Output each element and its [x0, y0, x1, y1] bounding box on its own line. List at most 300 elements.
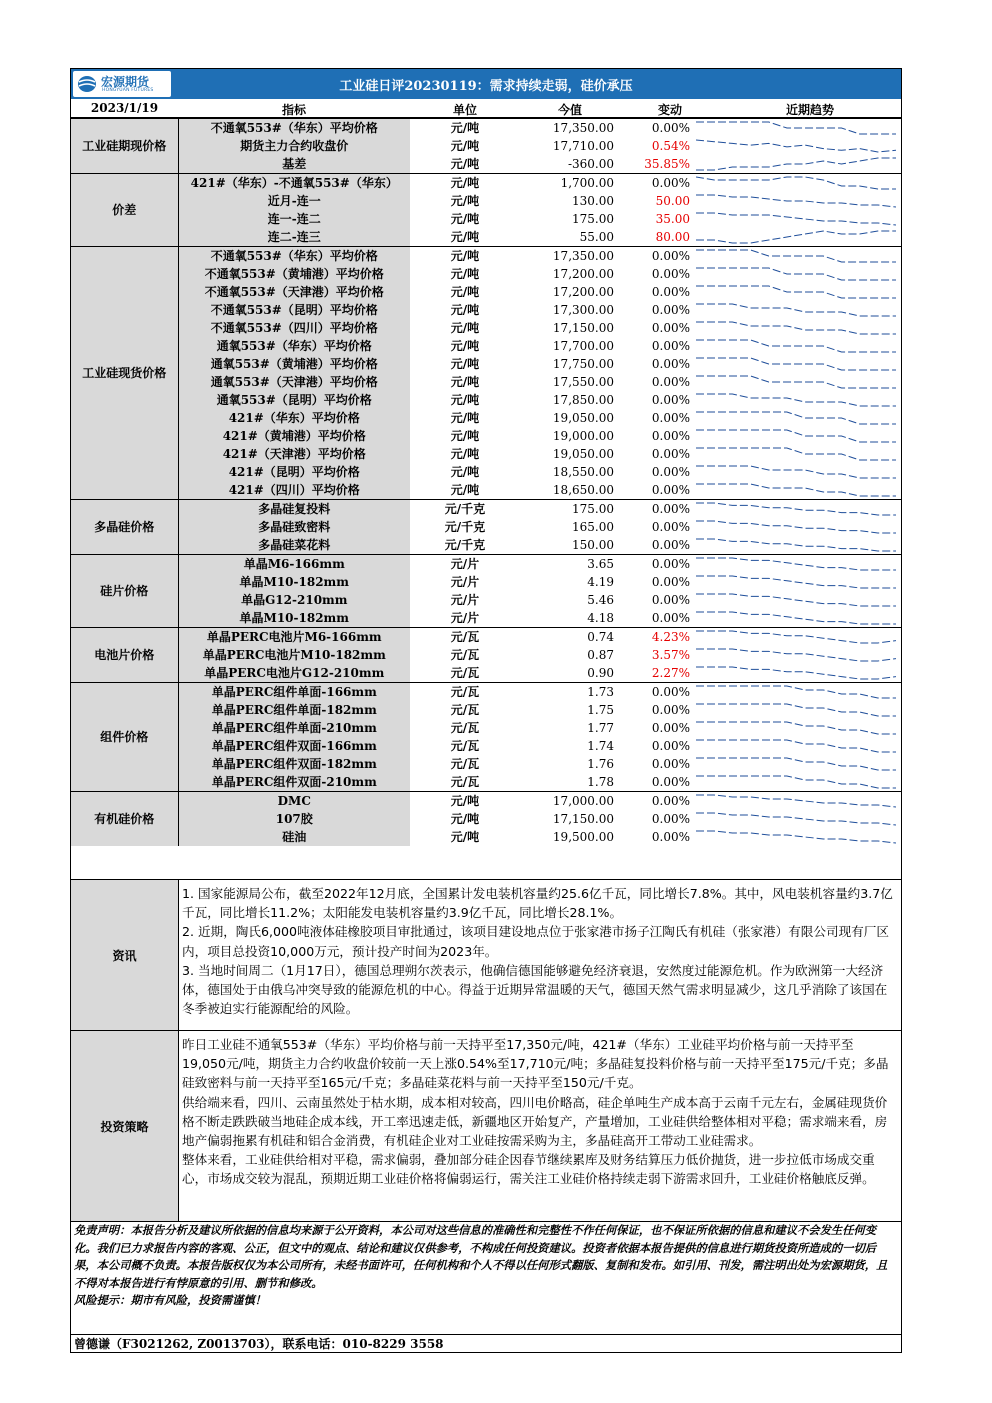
- trend-cell: [692, 373, 901, 391]
- table-row: [71, 373, 901, 391]
- sparkline-path: [696, 649, 896, 661]
- sparkline-path: [696, 686, 896, 698]
- trend-cell: [692, 174, 901, 193]
- unit-cell: 元/吨: [450, 375, 480, 389]
- col-change-header: 变动: [657, 103, 682, 117]
- category-label: 多晶硅价格: [71, 500, 178, 555]
- table-row: [71, 210, 901, 228]
- change-cell: 0.00%: [651, 447, 690, 461]
- indicator-name: 不通氧553#（天津港）平均价格: [178, 283, 410, 301]
- trend-cell: [692, 265, 901, 283]
- sparkline-path: [696, 466, 896, 478]
- logo-brand-en: HONGYUAN FUTURES: [102, 88, 154, 93]
- sparkline-path: [696, 576, 896, 588]
- unit-cell: 元/吨: [410, 247, 520, 266]
- table-row: [71, 810, 901, 828]
- value-cell: 175.00: [572, 212, 614, 226]
- table-row: [71, 192, 901, 210]
- unit-cell: 元/吨: [410, 174, 520, 193]
- sparkline-path: [696, 740, 896, 752]
- sparkline: [696, 684, 896, 700]
- indicator-name: 107胶: [178, 810, 410, 828]
- sparkline-path: [696, 704, 896, 716]
- news-paragraph: 3. 当地时间周二（1月17日），德国总理朔尔茨表示，他确信德国能够避免经济衰退，安然度过能源危机。作为欧洲第一大经济体，德国处于由俄乌冲突导致的能源危机的中心。得益于近期异常温暖的天气，德国天然气需求明显减少，这几乎消除了该国在冬季被迫实行能源配给的风险。: [182, 962, 888, 1017]
- disclaimer-text: 免责声明：本报告分析及建议所依据的信息均来源于公开资料，本公司对这些信息的准确性和完整性不作任何保证，也不保证所依据的信息和建议不会发生任何变化。我们已力求报告内容的客观、公正，但文中的观点、结论和建议仅供参考，不构成任何投资建议。投资者依据本报告提供的信息进行期货投资所造成的一切后果，本公司概不负责。本报告版权仅为本公司所有，未经书面许可，任何机构和个人不得以任何形式翻版、复制和发布。如引用、刊发，需注明出处为宏源期货，且不得对本报告进行有悖原意的引用、删节和修改。: [74, 1223, 888, 1290]
- strategy-paragraph: 整体来看，工业硅供给相对平稳，需求偏弱，叠加部分硅企因春节继续累库及财务结算压力低价抛货，进一步拉低市场成交重心，市场成交较为混乱，预期近期工业硅价格将偏弱运行，需关注工业硅价格持续走弱下游需求回升，工业硅价格触底反弹。: [182, 1152, 875, 1187]
- trend-cell: [692, 481, 901, 500]
- indicator-name: 421#（华东）-不通氧553#（华东）: [178, 174, 410, 193]
- value-cell: 18,650.00: [552, 483, 614, 497]
- table-row: [71, 573, 901, 591]
- table-row: [71, 701, 901, 719]
- sparkline-path: [696, 484, 896, 496]
- change-cell: 0.00%: [651, 611, 690, 625]
- trend-cell: [692, 536, 901, 555]
- unit-cell: 元/吨: [450, 321, 480, 335]
- change-cell: 35.85%: [644, 157, 690, 171]
- col-indicator-header: 指标: [281, 103, 306, 117]
- sparkline-path: [696, 140, 896, 152]
- value-cell: 17,300.00: [552, 303, 614, 317]
- table-row: [71, 719, 901, 737]
- sparkline-path: [696, 594, 896, 606]
- value-cell: 17,850.00: [552, 393, 614, 407]
- report-date: 2023/1/19: [90, 101, 159, 115]
- col-unit-header: 单位: [452, 103, 477, 117]
- sparkline: [696, 647, 896, 663]
- strategy-paragraph: 昨日工业硅不通氧553#（华东）平均价格与前一天持平至17,350元/吨，421#（华东）工业硅平均价格与前一天持平至19,050元/吨，期货主力合约收盘价较前一天上涨0.54%至17,710元/吨；多晶硅复投料价格与前一天持平至175元/千克；多晶硅致密料与前一天持平至165元/千克；多晶硅菜花料与前一天持平至150元/千克。: [182, 1037, 889, 1091]
- indicator-name: 421#（四川）平均价格: [178, 481, 410, 500]
- trend-cell: [692, 810, 901, 828]
- change-cell: 0.00%: [651, 575, 690, 589]
- unit-cell: 元/吨: [450, 483, 480, 497]
- change-cell: 0.00%: [651, 375, 690, 389]
- sparkline-path: [696, 776, 896, 788]
- indicator-name: 单晶M6-166mm: [178, 555, 410, 574]
- category-label: 工业硅期现价格: [71, 119, 178, 174]
- table-row: [71, 683, 901, 702]
- sparkline: [696, 392, 896, 408]
- trend-cell: [692, 409, 901, 427]
- table-row: [71, 536, 901, 555]
- indicator-name: 近月-连一: [178, 192, 410, 210]
- change-cell: 0.00%: [651, 267, 690, 281]
- indicator-name: 连一-连二: [178, 210, 410, 228]
- title-bar: [71, 69, 901, 99]
- change-cell: 4.23%: [620, 628, 692, 647]
- sparkline: [696, 811, 896, 827]
- sparkline: [696, 738, 896, 754]
- sparkline-path: [696, 231, 896, 243]
- report-title: 工业硅日评20230119：需求持续走弱，硅价承压: [339, 79, 633, 94]
- indicator-name: 不通氧553#（黄埔港）平均价格: [178, 265, 410, 283]
- trend-cell: [692, 701, 901, 719]
- unit-cell: 元/吨: [450, 429, 480, 443]
- sparkline: [696, 138, 896, 154]
- table-row: [71, 609, 901, 628]
- change-cell: 0.00%: [651, 775, 690, 789]
- trend-cell: [692, 628, 901, 647]
- sparkline-path: [696, 722, 896, 734]
- change-cell: 0.00%: [651, 483, 690, 497]
- change-cell: 0.00%: [651, 739, 690, 753]
- change-cell: 0.54%: [651, 139, 690, 153]
- sparkline: [696, 592, 896, 608]
- strategy-section: [71, 1030, 901, 1222]
- change-cell: 0.00%: [651, 812, 690, 826]
- sparkline-path: [696, 612, 896, 624]
- unit-cell: 元/吨: [450, 393, 480, 407]
- sparkline-path: [696, 631, 896, 643]
- sparkline: [696, 665, 896, 681]
- change-cell: 80.00: [655, 230, 690, 244]
- unit-cell: 元/瓦: [450, 648, 480, 662]
- change-cell: 0.00%: [620, 555, 692, 574]
- sparkline-path: [696, 430, 896, 442]
- table-row: [71, 773, 901, 792]
- sparkline-path: [696, 358, 896, 370]
- value-cell: 165.00: [572, 520, 614, 534]
- change-cell: 0.00%: [651, 285, 690, 299]
- indicator-name: 单晶PERC组件双面-166mm: [178, 737, 410, 755]
- sparkline-path: [696, 758, 896, 770]
- change-cell: 0.00%: [651, 721, 690, 735]
- sparkline: [696, 501, 896, 517]
- indicator-name: 单晶M10-182mm: [178, 609, 410, 628]
- table-row: [71, 628, 901, 647]
- sparkline-path: [696, 268, 896, 280]
- indicator-name: 基差: [178, 155, 410, 174]
- change-cell: 0.00%: [651, 703, 690, 717]
- unit-cell: 元/吨: [450, 230, 480, 244]
- indicator-name: 不通氧553#（四川）平均价格: [178, 319, 410, 337]
- sparkline-path: [696, 795, 896, 807]
- change-cell: 0.00%: [651, 830, 690, 844]
- indicator-name: 连二-连三: [178, 228, 410, 247]
- value-cell: 1.74: [587, 739, 614, 753]
- trend-cell: [692, 137, 901, 155]
- news-paragraph: 1. 国家能源局公布，截至2022年12月底，全国累计发电装机容量约25.6亿千瓦，同比增长7.8%。其中，风电装机容量约3.7亿千瓦，同比增长11.2%；太阳能发电装机容量约3.9亿千瓦，同比增长28.1%。: [182, 886, 893, 921]
- category-label: 工业硅现货价格: [71, 247, 178, 500]
- indicator-name: 通氧553#（昆明）平均价格: [178, 391, 410, 409]
- trend-cell: [692, 283, 901, 301]
- table-row: [71, 155, 901, 174]
- trend-cell: [692, 355, 901, 373]
- table-row: [71, 555, 901, 574]
- sparkline: [696, 537, 896, 553]
- indicator-name: 单晶PERC组件单面-182mm: [178, 701, 410, 719]
- sparkline: [696, 266, 896, 282]
- sparkline-path: [696, 448, 896, 460]
- table-row: [71, 828, 901, 846]
- trend-cell: [692, 247, 901, 266]
- indicator-name: 硅油: [178, 828, 410, 846]
- unit-cell: 元/瓦: [450, 739, 480, 753]
- value-cell: 17,200.00: [552, 285, 614, 299]
- sparkline: [696, 610, 896, 626]
- news-body: [182, 884, 897, 1018]
- table-row: [71, 445, 901, 463]
- table-row: [71, 319, 901, 337]
- change-cell: 0.00%: [620, 247, 692, 266]
- indicator-name: 通氧553#（黄埔港）平均价格: [178, 355, 410, 373]
- sparkline: [696, 211, 896, 227]
- sparkline-path: [696, 539, 896, 551]
- trend-cell: [692, 463, 901, 481]
- col-value-header: 今值: [557, 103, 582, 117]
- unit-cell: 元/吨: [450, 465, 480, 479]
- news-label: 资讯: [71, 880, 179, 1031]
- trend-cell: [692, 192, 901, 210]
- change-cell: 2.27%: [651, 666, 690, 680]
- sparkline: [696, 374, 896, 390]
- sparkline: [696, 482, 896, 498]
- indicator-name: 421#（天津港）平均价格: [178, 445, 410, 463]
- table-row: [71, 301, 901, 319]
- trend-cell: [692, 155, 901, 174]
- value-cell: 0.87: [587, 648, 614, 662]
- indicator-name: 单晶G12-210mm: [178, 591, 410, 609]
- price-table: [71, 118, 901, 846]
- trend-cell: [692, 301, 901, 319]
- trend-cell: [692, 391, 901, 409]
- change-cell: 50.00: [655, 194, 690, 208]
- indicator-name: 421#（黄埔港）平均价格: [178, 427, 410, 445]
- table-row: [71, 500, 901, 519]
- value-cell: 19,050.00: [552, 411, 614, 425]
- column-header-row: [71, 99, 901, 118]
- sparkline: [696, 556, 896, 572]
- indicator-name: 期货主力合约收盘价: [178, 137, 410, 155]
- change-cell: 0.00%: [620, 174, 692, 193]
- unit-cell: 元/吨: [450, 303, 480, 317]
- trend-cell: [692, 773, 901, 792]
- unit-cell: 元/吨: [410, 792, 520, 811]
- trend-cell: [692, 228, 901, 247]
- value-cell: 4.19: [587, 575, 614, 589]
- indicator-name: 单晶PERC电池片G12-210mm: [178, 664, 410, 683]
- value-cell: 17,150.00: [552, 812, 614, 826]
- value-cell: 17,550.00: [552, 375, 614, 389]
- table-row: [71, 664, 901, 683]
- category-label: 有机硅价格: [71, 792, 178, 847]
- sparkline: [696, 175, 896, 191]
- table-row: [71, 247, 901, 266]
- indicator-name: 通氧553#（天津港）平均价格: [178, 373, 410, 391]
- sparkline: [696, 519, 896, 535]
- value-cell: 5.46: [587, 593, 614, 607]
- change-cell: 0.00%: [651, 393, 690, 407]
- unit-cell: 元/吨: [450, 194, 480, 208]
- trend-cell: [692, 210, 901, 228]
- change-cell: 0.00%: [620, 119, 692, 138]
- indicator-name: 通氧553#（华东）平均价格: [178, 337, 410, 355]
- sparkline-path: [696, 213, 896, 225]
- table-row: [71, 355, 901, 373]
- strategy-paragraph: 供给端来看，四川、云南虽然处于枯水期，成本相对较高，四川电价略高，硅企单吨生产成本高于云南千元左右，金属硅现货价格不断走跌跌破当地硅企成本线，开工率迅速走低，新疆地区开始复产，产量增加，工业硅供给整体相对平稳；需求端来看，房地产偏弱拖累有机硅和铝合金消费，有机硅企业对工业硅按需采购为主，多晶硅高开工带动工业硅需求。: [182, 1094, 888, 1149]
- sparkline-path: [696, 521, 896, 533]
- sparkline: [696, 356, 896, 372]
- trend-cell: [692, 792, 901, 811]
- risk-warning: 风险提示：期市有风险，投资需谨慎！: [74, 1293, 267, 1308]
- value-cell: 55.00: [579, 230, 614, 244]
- unit-cell: 元/瓦: [450, 666, 480, 680]
- sparkline: [696, 229, 896, 245]
- sparkline-path: [696, 286, 896, 298]
- sparkline-path: [696, 250, 896, 262]
- unit-cell: 元/吨: [450, 139, 480, 153]
- value-cell: 17,000.00: [520, 792, 620, 811]
- value-cell: 19,500.00: [552, 830, 614, 844]
- change-cell: 35.00: [655, 212, 690, 226]
- sparkline: [696, 284, 896, 300]
- value-cell: 1.76: [587, 757, 614, 771]
- sparkline-path: [696, 813, 896, 825]
- value-cell: 0.74: [520, 628, 620, 647]
- indicator-name: 多晶硅致密料: [178, 518, 410, 536]
- unit-cell: 元/吨: [450, 339, 480, 353]
- value-cell: 1.73: [520, 683, 620, 702]
- unit-cell: 元/千克: [410, 500, 520, 519]
- value-cell: 18,550.00: [552, 465, 614, 479]
- change-cell: 0.00%: [651, 429, 690, 443]
- trend-cell: [692, 737, 901, 755]
- indicator-name: 不通氧553#（昆明）平均价格: [178, 301, 410, 319]
- indicator-name: 单晶PERC电池片M6-166mm: [178, 628, 410, 647]
- unit-cell: 元/吨: [410, 119, 520, 138]
- category-label: 价差: [71, 174, 178, 247]
- unit-cell: 元/吨: [450, 157, 480, 171]
- unit-cell: 元/吨: [450, 285, 480, 299]
- trend-cell: [692, 518, 901, 536]
- value-cell: 175.00: [520, 500, 620, 519]
- value-cell: 0.90: [587, 666, 614, 680]
- sparkline: [696, 193, 896, 209]
- value-cell: 17,350.00: [520, 119, 620, 138]
- col-trend-header: 近期趋势: [785, 103, 834, 117]
- sparkline: [696, 702, 896, 718]
- indicator-name: 多晶硅菜花料: [178, 536, 410, 555]
- sparkline-path: [696, 503, 896, 515]
- table-row: [71, 792, 901, 811]
- sparkline-path: [696, 340, 896, 352]
- trend-cell: [692, 337, 901, 355]
- change-cell: 0.00%: [651, 357, 690, 371]
- table-row: [71, 646, 901, 664]
- indicator-name: 单晶PERC组件单面-210mm: [178, 719, 410, 737]
- value-cell: 1.77: [587, 721, 614, 735]
- sparkline-path: [696, 412, 896, 424]
- sparkline-path: [696, 831, 896, 843]
- table-row: [71, 265, 901, 283]
- change-cell: 0.00%: [620, 683, 692, 702]
- value-cell: 1.75: [587, 703, 614, 717]
- change-cell: 0.00%: [651, 520, 690, 534]
- sparkline-path: [696, 304, 896, 316]
- trend-cell: [692, 500, 901, 519]
- change-cell: 0.00%: [651, 303, 690, 317]
- unit-cell: 元/瓦: [410, 628, 520, 647]
- analyst-contact: 曾德谦（F3021262, Z0013703），联系电话：010-8229 3558: [71, 1334, 901, 1353]
- change-cell: 0.00%: [620, 500, 692, 519]
- sparkline: [696, 829, 896, 845]
- value-cell: 1.78: [587, 775, 614, 789]
- table-row: [71, 391, 901, 409]
- value-cell: 150.00: [572, 538, 614, 552]
- unit-cell: 元/千克: [444, 520, 486, 534]
- sparkline: [696, 302, 896, 318]
- sparkline: [696, 446, 896, 462]
- indicator-name: 单晶PERC组件双面-182mm: [178, 755, 410, 773]
- trend-cell: [692, 719, 901, 737]
- unit-cell: 元/吨: [450, 212, 480, 226]
- trend-cell: [692, 319, 901, 337]
- change-cell: 0.00%: [651, 593, 690, 607]
- indicator-name: 多晶硅复投料: [178, 500, 410, 519]
- sparkline-path: [696, 195, 896, 207]
- sparkline-path: [696, 376, 896, 388]
- table-row: [71, 228, 901, 247]
- indicator-name: 单晶PERC组件双面-210mm: [178, 773, 410, 792]
- unit-cell: 元/瓦: [450, 775, 480, 789]
- value-cell: 17,350.00: [520, 247, 620, 266]
- table-row: [71, 463, 901, 481]
- value-cell: 17,150.00: [552, 321, 614, 335]
- table-row: [71, 137, 901, 155]
- table-row: [71, 518, 901, 536]
- trend-cell: [692, 683, 901, 702]
- change-cell: 0.00%: [651, 321, 690, 335]
- sparkline-path: [696, 667, 896, 679]
- news-paragraph: 2. 近期，陶氏6,000吨液体硅橡胶项目审批通过，该项目建设地点位于张家港市扬子江陶氏有机硅（张家港）有限公司现有厂区内，项目总投资10,000万元，预计投产时间为2023年。: [182, 924, 889, 959]
- table-row: [71, 119, 901, 138]
- indicator-name: 421#（昆明）平均价格: [178, 463, 410, 481]
- sparkline: [696, 338, 896, 354]
- news-section: [71, 879, 901, 1031]
- unit-cell: 元/瓦: [410, 683, 520, 702]
- value-cell: 17,710.00: [552, 139, 614, 153]
- sparkline: [696, 428, 896, 444]
- value-cell: 17,700.00: [552, 339, 614, 353]
- trend-cell: [692, 591, 901, 609]
- sparkline: [696, 464, 896, 480]
- trend-cell: [692, 427, 901, 445]
- unit-cell: 元/瓦: [450, 721, 480, 735]
- trend-cell: [692, 664, 901, 683]
- change-cell: 0.00%: [651, 339, 690, 353]
- value-cell: 130.00: [572, 194, 614, 208]
- trend-cell: [692, 609, 901, 628]
- unit-cell: 元/千克: [444, 538, 486, 552]
- category-label: 组件价格: [71, 683, 178, 792]
- sparkline: [696, 629, 896, 645]
- sparkline-path: [696, 322, 896, 334]
- sparkline: [696, 756, 896, 772]
- value-cell: 4.18: [587, 611, 614, 625]
- sparkline: [696, 120, 896, 136]
- table-row: [71, 591, 901, 609]
- sparkline-path: [696, 158, 896, 170]
- unit-cell: 元/吨: [450, 812, 480, 826]
- value-cell: 17,750.00: [552, 357, 614, 371]
- value-cell: 17,200.00: [552, 267, 614, 281]
- unit-cell: 元/吨: [450, 357, 480, 371]
- sparkline: [696, 720, 896, 736]
- change-cell: 3.57%: [651, 648, 690, 662]
- value-cell: -360.00: [567, 157, 614, 171]
- table-row: [71, 337, 901, 355]
- sparkline: [696, 774, 896, 790]
